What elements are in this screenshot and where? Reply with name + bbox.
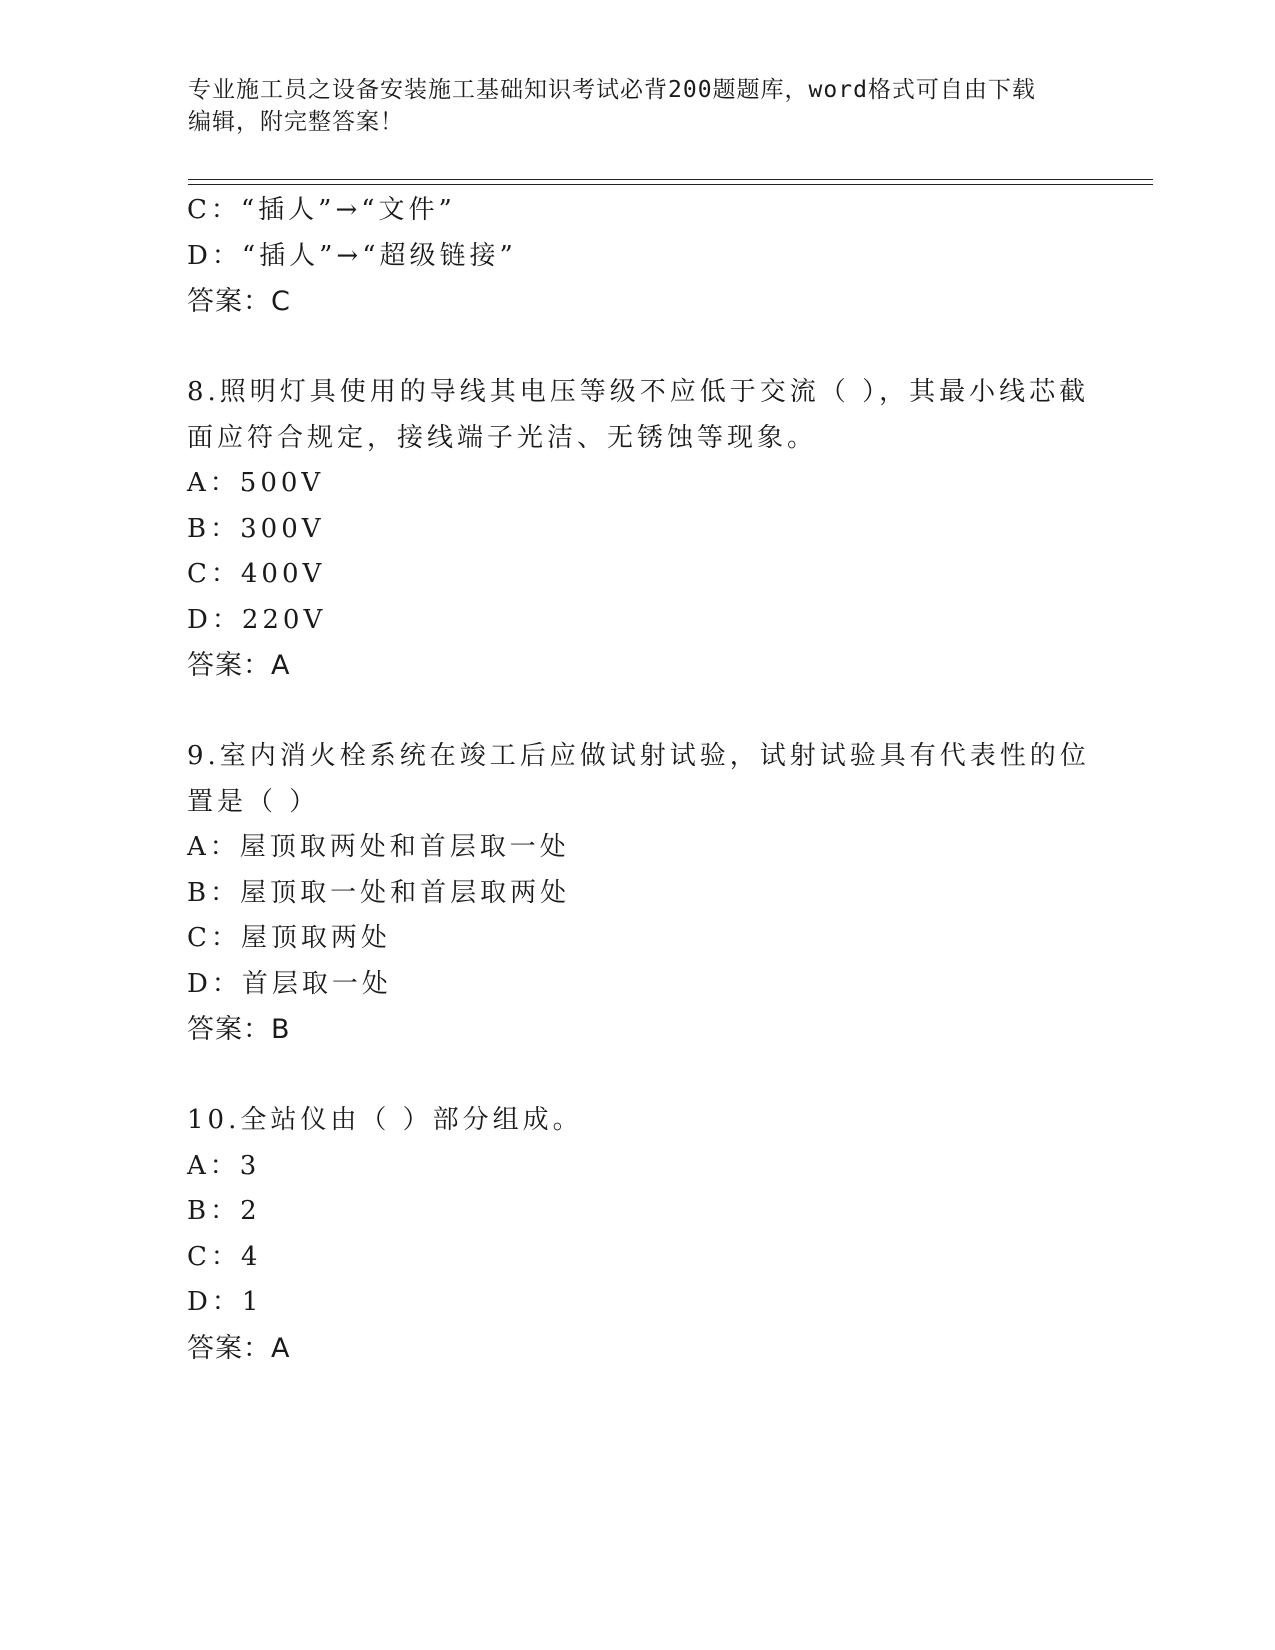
spacer — [187, 325, 1087, 371]
question-7-tail — [187, 188, 1087, 325]
question-list — [187, 188, 1090, 1371]
question-10 — [187, 1098, 1087, 1371]
question-8-option-c: C：400V — [187, 559, 326, 589]
header-divider-top — [188, 179, 1153, 180]
question-8-stem-line-1: 8.照明灯具使用的导线其电压等级不应低于交流（ ），其最小线芯截 — [187, 377, 1090, 407]
question-10-option-b: B：2 — [187, 1196, 261, 1226]
question-9-option-c: C：屋顶取两处 — [187, 923, 391, 953]
question-10-answer: 答案：A — [187, 1332, 291, 1364]
spacer — [187, 689, 1087, 735]
question-9-answer: 答案：B — [187, 1014, 291, 1045]
question-7-option-d: D：“插人”→“超级链接” — [187, 240, 517, 271]
question-10-stem-line-1: 10.全站仪由（ ）部分组成。 — [187, 1105, 583, 1135]
question-9-option-b: B：屋顶取一处和首层取两处 — [187, 877, 571, 908]
question-8 — [187, 370, 1090, 689]
question-8-option-b: B：300V — [187, 513, 325, 544]
document-header — [188, 74, 1088, 138]
question-7-option-c: C：“插人”→“文件” — [187, 195, 456, 225]
question-8-option-d: D：220V — [187, 604, 327, 635]
header-line-1: 专业施工员之设备安装施工基础知识考试必背200题题库，word格式可自由下载 — [188, 77, 1036, 103]
question-8-stem-line-2: 面应符合规定，接线端子光洁、无锈蚀等现象。 — [187, 422, 818, 453]
question-8-option-a: A：500V — [187, 468, 325, 498]
question-9 — [187, 734, 1090, 1053]
header-line-2: 编辑，附完整答案！ — [188, 109, 404, 135]
question-10-option-c: C：4 — [187, 1241, 262, 1272]
header-divider-bottom — [188, 184, 1153, 185]
question-10-option-d: D：1 — [187, 1287, 263, 1317]
question-9-stem-line-1: 9.室内消火栓系统在竣工后应做试射试验，试射试验具有代表性的位 — [187, 741, 1090, 771]
question-9-option-a: A：屋顶取两处和首层取一处 — [187, 832, 570, 862]
question-8-answer: 答案：A — [187, 650, 291, 681]
question-9-stem-line-2: 置是（ ） — [187, 786, 320, 817]
spacer — [187, 1053, 1087, 1099]
question-9-option-d: D：首层取一处 — [187, 968, 392, 999]
question-7-answer: 答案：C — [187, 286, 291, 317]
question-10-option-a: A：3 — [187, 1150, 261, 1181]
